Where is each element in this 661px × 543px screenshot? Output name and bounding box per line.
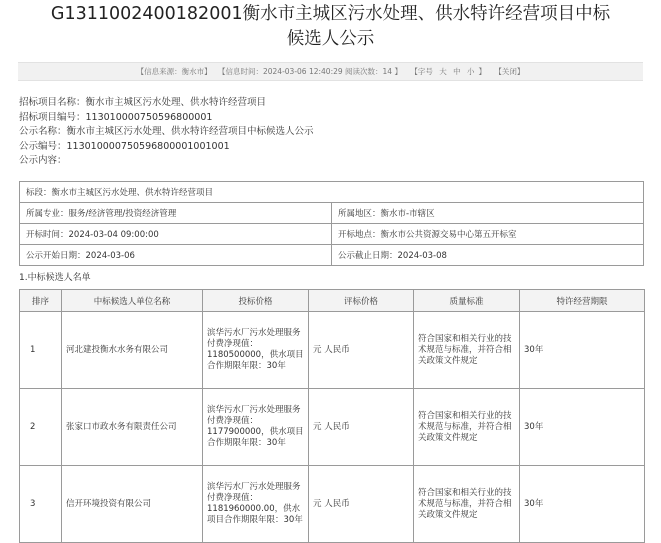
page-title-line-1: G1311002400182001衡水市主城区污水处理、供水特许经营项目中标 — [50, 4, 611, 24]
project-name: 招标项目名称：衡水市主城区污水处理、供水特许经营项目 — [19, 97, 267, 108]
close-link[interactable]: 【关闭】 — [494, 67, 525, 76]
section-info-table — [19, 181, 644, 266]
header-quality: 质量标准 — [414, 290, 520, 312]
term-cell: 30年 — [520, 312, 645, 389]
name-cell: 信开环境投资有限公司 — [62, 466, 203, 543]
font-size-prefix: 【字号 — [410, 67, 433, 76]
notice-content-label: 公示内容： — [19, 155, 67, 167]
quality-cell: 符合国家和相关行业的技术规范与标准，并符合相关政策文件规定 — [414, 312, 520, 389]
header-rank: 排序 — [20, 290, 62, 312]
font-size-large-link[interactable]: 大 — [439, 67, 447, 76]
header-term: 特许经营期限 — [520, 290, 645, 312]
project-code: 招标项目编号：113010000750596800001 — [19, 111, 213, 123]
header-eval: 评标价格 — [309, 290, 414, 312]
name-cell: 河北建投衡水水务有限公司 — [62, 312, 203, 389]
price-cell: 滨华污水厂污水处理服务付费净现值：1180500000，供水项目合作期限年限：30年 — [203, 312, 309, 389]
table-row — [20, 466, 645, 543]
rank-cell: 3 — [20, 466, 62, 543]
info-time: 【信息时间：2024-03-06 12:40:29 阅读次数：14 】 — [217, 67, 402, 76]
open-place-cell: 开标地点：衡水市公共资源交易中心第五开标室 — [332, 224, 644, 245]
font-size-small-link[interactable]: 小 — [467, 67, 475, 76]
notice-meta — [19, 96, 314, 169]
term-cell: 30年 — [520, 389, 645, 466]
eval-cell: 元 人民币 — [309, 312, 414, 389]
quality-cell: 符合国家和相关行业的技术规范与标准，并符合相关政策文件规定 — [414, 389, 520, 466]
rank-cell: 1 — [20, 312, 62, 389]
eval-cell: 元 人民币 — [309, 466, 414, 543]
info-bar — [18, 62, 643, 81]
table-row — [20, 389, 645, 466]
major-cell: 所属专业：服务/经济管理/投资经济管理 — [20, 203, 332, 224]
start-time-cell: 公示开始日期：2024-03-06 — [20, 245, 332, 266]
candidates-title: 1.中标候选人名单 — [19, 273, 91, 283]
page-title-line-2: 候选人公示 — [286, 29, 375, 49]
section-cell: 标段：衡水市主城区污水处理、供水特许经营项目 — [20, 182, 644, 203]
end-time-cell: 公示截止日期：2024-03-08 — [332, 245, 644, 266]
page-title — [0, 2, 661, 52]
region-cell: 所属地区：衡水市-市辖区 — [332, 203, 644, 224]
price-cell: 滨华污水厂污水处理服务付费净现值：1181960000.00，供水项目合作期限年限：30年 — [203, 466, 309, 543]
header-name: 中标候选人单位名称 — [62, 290, 203, 312]
term-cell: 30年 — [520, 466, 645, 543]
font-size-suffix: 】 — [478, 67, 487, 76]
info-source: 【信息来源：衡水市】 — [136, 67, 212, 76]
open-time-cell: 开标时间：2024-03-04 09:00:00 — [20, 224, 332, 245]
candidates-table — [19, 289, 645, 543]
price-cell: 滨华污水厂污水处理服务付费净现值：1177900000，供水项目合作期限年限：30年 — [203, 389, 309, 466]
notice-code: 公示编号：113010000750596800001001001 — [19, 140, 230, 152]
table-header-row — [20, 290, 645, 312]
name-cell: 张家口市政水务有限责任公司 — [62, 389, 203, 466]
quality-cell: 符合国家和相关行业的技术规范与标准，并符合相关政策文件规定 — [414, 466, 520, 543]
font-size-medium-link[interactable]: 中 — [453, 67, 461, 76]
rank-cell: 2 — [20, 389, 62, 466]
notice-name: 公示名称：衡水市主城区污水处理、供水特许经营项目中标候选人公示 — [19, 126, 314, 138]
table-row — [20, 312, 645, 389]
font-size-control — [408, 67, 488, 76]
eval-cell: 元 人民币 — [309, 389, 414, 466]
header-price: 投标价格 — [203, 290, 309, 312]
